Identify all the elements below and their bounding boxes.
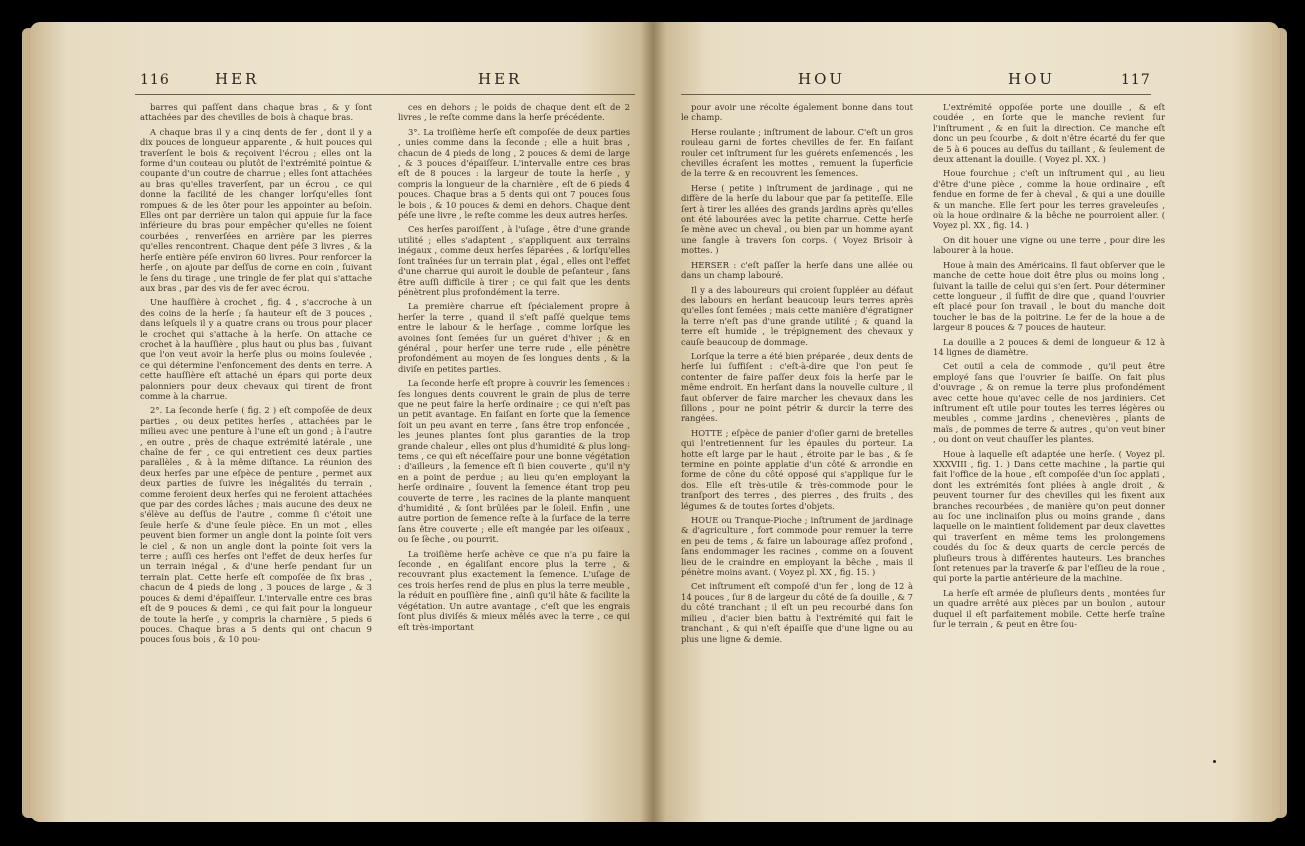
paragraph: Houe à laquelle eſt adaptée une herſe. ( Voyez pl. XXXVIII , fig. 1. ) Dans cette machine , la partie qui fait l'office de la houe , eſt compoſée d'un ſoc applati , dont les extrémités ſont pliées à angle droit , & peuvent tourner ſur des chevilles qui les fixent aux branches recourbées , de manière qu'on peut donner au ſoc une inclinaiſon plus ou moins grande , dans laquelle on le maintient ſolidement par deux clavettes qui traverſent en même tems les prolongemens coudés du ſoc & deux quarts de cercle percés de pluſieurs trous à différentes hauteurs. Les branches ſont retenues par la traverſe & par l'eſſieu de la roue , qui porte la partie antérieure de la machine. — [933, 448, 1165, 584]
paragraph: Lorſque la terre a été bien préparée , deux dents de herſe lui ſuffiſent : c'eſt-à-dire que l'on peut ſe contenter de faire paſſer deux fois la herſe par le même endroit. En herſant dans la nouvelle culture , il faut obſerver de faire marcher les chevaux dans les ſillons , pour ne point pétrir & durcir la terre des rangées. — [681, 350, 913, 424]
left-running-head-2: HER — [478, 70, 523, 88]
right-page-number: 117 — [1121, 72, 1151, 88]
paragraph: Herse ( petite ) inſtrument de jardinage , qui ne diffère de la herſe du labour que par ſa petiteſſe. Elle ſert à tirer les allées des grands jardins après qu'elles ont été labourées avec la petite charrue. Cette herſe ſe mène avec un cheval , ou bien par un homme ayant une ſangle à travers ſon corps. ( Voyez Brisoir à mottes. ) — [681, 182, 913, 256]
left-page — [30, 22, 653, 822]
paragraph: Houe fourchue ; c'eſt un inſtrument qui , au lieu d'être d'une pièce , comme la houe ordinaire , eſt fendue en forme de fer à cheval , & qui a une douille & un manche. Elle ſert pour les terres graveleuſes , où la houe ordinaire & la bêche ne pourroient aller. ( Voyez pl. XX , fig. 14. ) — [933, 168, 1165, 231]
paragraph: HOUE ou Tranque-Pioche ; inſtrument de jardinage & d'agriculture , fort commode pour remuer la terre en peu de tems , & faire un labourage aſſez profond , ſans endommager les racines , comme on a ſouvent lieu de le craindre en employant la bêche , mais il pénètre moins avant. ( Voyez pl. XX , fig. 15. ) — [681, 515, 913, 578]
paragraph: La herſe eſt armée de pluſieurs dents , montées ſur un quadre arrêté aux pièces par un boulon , autour duquel il eſt parfaitement mobile. Cette herſe traîne ſur le terrain , & peut en être ſou- — [933, 587, 1165, 630]
book-gutter — [640, 22, 666, 822]
ink-speck — [1213, 760, 1216, 763]
paragraph: Une hauſſière à crochet , fig. 4 , s'accroche à un des coins de la herſe ; ſa hauteur eſt de 3 pouces , dans leſquels il y a quatre crans ou trous pour placer le crochet qui s'attache à la herſe. On attache ce crochet à la hauſſière , plus haut ou plus bas , ſuivant que l'on veut avoir la herſe plus ou moins ſoulevée , ce qui détermine l'enfoncement des dents en terre. A cette hauſſière eſt attaché un épars qui porte deux palonniers pour deux chevaux qui tirent de front comme à la charrue. — [140, 297, 372, 401]
right-running-head-1: HOU — [798, 70, 846, 88]
paragraph: pour avoir une récolte également bonne dans tout le champ. — [681, 102, 913, 123]
paragraph: On dit houer une vigne ou une terre , pour dire les labourer à la houe. — [933, 234, 1165, 256]
left-header-rule — [135, 94, 635, 95]
paragraph: La ſeconde herſe eſt propre à couvrir les ſemences : ſes longues dents couvrent le grain de plus de terre que ne peut faire la herſe ordinaire ; ce qui n'eſt pas un petit avantage. En faiſant en ſorte que la ſemence ſoit un peu avant en terre , ſans être trop enfoncée , les jeunes plantes ſont plus garanties de la trop grande chaleur , elles ont plus d'humidité & plus long-tems , ce qui eſt néceſſaire pour une bonne végétation : d'ailleurs , la ſemence eſt ſi bien couverte , qu'il n'y en a point de perdue ; au lieu qu'en employant la herſe ordinaire , ſouvent la ſemence étant trop peu couverte de terre , les racines de la plante manquent d'humidité , & ſont brûlées par le ſoleil. Enfin , une autre portion de ſemence reſte à la ſurface de la terre ſans être couverte ; elle eſt mangée par les oiſeaux , ou ſe ſèche , ou pourrit. — [398, 378, 630, 545]
right-running-head-2: HOU — [1008, 70, 1056, 88]
left-column-1 — [140, 102, 372, 649]
paragraph: La première charrue eſt ſpécialement propre à herſer la terre , quand il s'eſt paſſé quelque tems entre le labour & le herſage , comme lorſque les avoines ſont ſemées ſur un guéret d'hiver ; & en général , pour herſer une terre rude , elle pénètre profondément au moyen de ſes longues dents , & la diviſe en petites parties. — [398, 301, 630, 374]
paragraph: La douille a 2 pouces & demi de longueur & 12 à 14 lignes de diamètre. — [933, 336, 1165, 357]
paragraph: A chaque bras il y a cinq dents de fer , dont il y a dix pouces de longueur apparente , & huit pouces qui traverſent le bois & reçoivent l'écrou ; elles ont la forme d'un couteau ou plutôt de l'extrémité pointue & coupante d'un coutre de charrue ; elles ſont attachées au bras qu'elles traverſent, par un écrou , ce qui donne la facilité de les changer lorſqu'elles ſont rompues & de les ôter pour les appointer au beſoin. Elles ont par derrière un talon qui appuie ſur la face inférieure du bras pour empêcher qu'elles ne ſoient courbées , renverſées en arrière par les pierres qu'elles rencontrent. Chaque dent péſe 3 livres , & la herſe entière péſe environ 60 livres. Pour renforcer la herſe , on ajoute par deſſus de corne en coin , ſuivant le ſens du tirage , une tringle de fer plat qui s'attache aux bras , par des vis de fer avec écrou. — [140, 126, 372, 293]
paragraph: Ces herſes paroiſſent , à l'uſage , être d'une grande utilité ; elles s'adaptent , s'appliquent aux terrains inégaux , comme deux herſes ſéparées , & lorſqu'elles ſont traînées ſur un terrain plat , égal , elles ont l'effet d'une charrue qui auroit le double de peſanteur , ſans être auſſi difficile à tirer ; ce qui fait que les dents pénètrent plus profondément la terre. — [398, 224, 630, 297]
paragraph: Cet inſtrument eſt compoſé d'un fer , long de 12 à 14 pouces , ſur 8 de largeur du côté de ſa douille , & 7 du côté tranchant ; il eſt un peu recourbé dans ſon milieu , d'acier bien battu à l'extrémité qui fait le tranchant , & qui n'eſt épaiſſe que d'une ligne ou au plus une ligne & demie. — [681, 581, 913, 644]
paragraph: L'extrémité oppoſée porte une douille , & eſt coudée , en ſorte que le manche revient ſur l'inſtrument , & en ſuit la direction. Ce manche eſt donc un peu ſcourbe , & doit n'être écarté du fer que de 5 à 6 pouces au deſſus du taillant , & ſeulement de deux attenant la douille. ( Voyez pl. XX. ) — [933, 102, 1165, 165]
right-page — [653, 22, 1279, 822]
left-column-2 — [398, 102, 630, 636]
paragraph: Cet outil a cela de commode , qu'il peut être employé ſans que l'ouvrier ſe baiſſe. On fait plus d'ouvrage , & on remue la terre plus profondément avec cette houe qu'avec celle de nos jardiniers. Cet inſtrument eſt utile pour toutes les terres légères ou meubles , comme jardins , chenevières , plants de maïs , de pommes de terre & autres , qu'on veut biner , ou dont on veut chauſſer les plantes. — [933, 361, 1165, 445]
right-column-2 — [933, 102, 1165, 634]
paragraph: 2°. La ſeconde herſe ( fig. 2 ) eſt compoſée de deux parties , ou deux petites herſes , attachées par le milieu avec une penture à l'une eſt un gond ; à l'autre , en outre , près de chaque extrémité latérale , une chaîne de fer , ce qui entretient ces deux parties parallèles , & à la même diſtance. La réunion des deux herſes par une eſpèce de penture , permet aux deux parties de ſuivre les inégalités du terrain , comme feroient deux herſes qui ne feroient attachées que par des cordes lâches ; mais aucune des deux ne s'élève au deſſus de l'autre , comme ſi c'étoit une ſeule herſe & d'une ſeule pièce. En un mot , elles peuvent bien former un angle dont la pointe ſoit vers le ciel , & non un angle dont la pointe ſoit vers la terre ; auſſi ces herſes ont l'effet de deux herſes ſur un terrain inégal , & d'une herſe pendant ſur un terrain plat. Cette herſe eſt compoſée de ſix bras , chacun de 4 pieds de long , 3 pouces de large , & 3 pouces & demi d'épaiſſeur. L'intervalle entre ces bras eſt de 9 pouces & demi , ce qui fait pour la longueur de toute la herſe , y compris la charnière , 5 pieds 6 pouces. Chaque bras a 5 dents qui ont chacun 9 pouces ſous bois , & 10 pou- — [140, 405, 372, 645]
paragraph: HOTTE ; eſpèce de panier d'oſier garni de bretelles qui l'entretiennent ſur les épaules du porteur. La hotte eſt large par le haut , étroite par le bas , & ſe termine en pointe applatie d'un côté & arrondie en forme de cône du côté opposé qui s'applique ſur le dos. Elle eſt très-utile & très-commode pour le tranſport des terres , des pierres , des fruits , des légumes & de toutes ſortes d'objets. — [681, 427, 913, 511]
left-running-head-1: HER — [215, 70, 260, 88]
paragraph: La troiſième herſe achève ce que n'a pu faire la ſeconde , en égaliſant encore plus la terre , & recouvrant plus exactement la ſemence. L'uſage de ces trois herſes rend de plus en plus la terre meuble , la réduit en pouſſière fine , ainſi qu'il hâte & facilite la végétation. Un autre avantage , c'eſt que les engrais ſont plus diviſés & mieux mêlés avec la terre , ce qui eſt très-important — [398, 548, 630, 632]
paragraph: Il y a des laboureurs qui croient ſuppléer au défaut des labours en herſant beaucoup leurs terres après qu'elles ſont ſemées ; mais cette manière d'égratigner la terre n'eſt pas d'une grande utilité ; & quand la terre eſt humide , le trépignement des chevaux y cauſe beaucoup de dommage. — [681, 284, 913, 347]
paragraph: Herse roulante ; inſtrument de labour. C'eſt un gros rouleau garni de fortes chevilles de fer. En faiſant rouler cet inſtrument ſur les guérets enſemencés , les chevilles écraſent les mottes , remuent la ſuperficie de la terre & en recouvrent les ſemences. — [681, 126, 913, 179]
paragraph: 3°. La troiſième herſe eſt compoſée de deux parties , unies comme dans la ſeconde ; elle a huit bras , chacun de 4 pieds de long , 2 pouces & demi de large , & 3 pouces d'épaiſſeur. L'intervalle entre ces bras eſt de 8 pouces : la largeur de toute la herſe , y compris la longueur de la charnière , eſt de 6 pieds 4 pouces. Chaque bras a 5 dents qui ont 7 pouces ſous le bois , & 10 pouces & demi en dehors. Chaque dent péſe une livre , le reſte comme les deux autres herſes. — [398, 126, 630, 221]
paragraph: ces en dehors ; le poids de chaque dent eſt de 2 livres , le reſte comme dans la herſe précédente. — [398, 102, 630, 123]
paragraph: HERSER : c'eſt paſſer la herſe dans une allée ou dans un champ labouré. — [681, 259, 913, 281]
paragraph: barres qui paſſent dans chaque bras , & y ſont attachées par des chevilles de bois à chaque bras. — [140, 102, 372, 123]
right-header-rule — [681, 94, 1151, 95]
left-page-number: 116 — [140, 72, 170, 88]
paragraph: Houe à main des Américains. Il faut obſerver que le manche de cette houe doit être plus ou moins long , ſuivant la taille de celui qui s'en ſert. Pour déterminer cette longueur , il ſuffit de dire que , quand l'ouvrier eſt placé pour ſon travail , le bout du manche doit toucher le bas de la poitrine. Le fer de la houe a de largeur 8 pouces & 7 pouces de hauteur. — [933, 259, 1165, 333]
right-column-1 — [681, 102, 913, 648]
